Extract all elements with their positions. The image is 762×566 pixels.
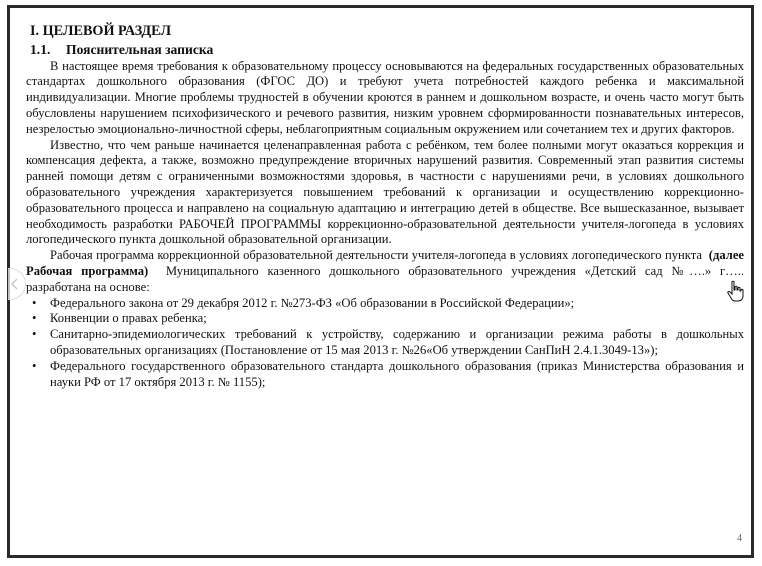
- basis-list: [26, 296, 744, 391]
- page-number: 4: [737, 533, 742, 544]
- paragraph-1: В настоящее время требования к образовательному процессу основываются на федеральных государственных образовательных стандартах дошкольного образования (ФГОС ДО) и требуют учета потребностей каждого ребенка и максимальной индивидуализации. Многие проблемы трудностей в обучении кроются в раннем и дошкольном возрасте, и очень часто могут быть обусловлены нарушением психофизического и речевого развития, низким уровнем сформированности познавательных интересов, незрелостью эмоционально-личностной сферы, неблагоприятным социальным окружением или сочетанием тех и других факторов.: [26, 58, 744, 136]
- subsection-title: Пояснительная записка: [66, 41, 214, 57]
- list-item: [32, 327, 744, 359]
- previous-page-button[interactable]: [8, 268, 26, 300]
- bullet-icon: •: [32, 327, 37, 342]
- bullet-icon: •: [32, 358, 37, 373]
- subsection-heading: [30, 42, 744, 58]
- subsection-number: 1.1.: [30, 41, 51, 57]
- list-item-text: Федерального закона от 29 декабря 2012 г. №273-ФЗ «Об образовании в Российской Федерации»;: [50, 295, 575, 310]
- list-item: [32, 295, 744, 312]
- bullet-icon: •: [32, 311, 37, 326]
- hand-cursor-icon: [726, 280, 744, 302]
- program-text-bold: (далее Рабочая программа): [26, 248, 745, 278]
- program-text-after: Муниципального казенного дошкольного образовательного учреждения «Детский сад №….» г….. разработана на основе:: [26, 263, 745, 294]
- document-page: [26, 24, 744, 390]
- bullet-icon: •: [32, 295, 37, 310]
- list-item-text: Конвенции о правах ребенка;: [50, 311, 207, 326]
- list-item: [32, 358, 744, 391]
- list-item-text: Федерального государственного образовательного стандарта дошкольного образования (приказ Министерства образования и науки РФ от 17 октября 2013 г. № 1155);: [50, 358, 744, 389]
- section-heading: I. ЦЕЛЕВОЙ РАЗДЕЛ: [30, 23, 172, 39]
- list-item-text: Санитарно-эпидемиологических требований к устройству, содержанию и организации режима работы в дошкольных образовательных организациях (Постановление от 15 мая 2013 г. №26«Об утверждении СанПиН 2.4.1.3049-13»);: [50, 327, 744, 357]
- chevron-left-icon: [8, 269, 24, 299]
- list-item: [32, 311, 744, 327]
- paragraph-2: Известно, что чем раньше начинается целенаправленная работа с ребёнком, тем более полными могут оказаться коррекция и компенсация дефекта, а также, возможно предупреждение вторичных нарушений развития. Современный этап развития системы ранней помощи детям с ограниченными возможностями здоровья, в частности с нарушениями речи, в условиях дошкольного образовательного учреждения характеризуется повышением требований к организации и осуществлению коррекционно-образовательного процесса и направлено на социальную адаптацию и интеграцию детей в обществе. Все вышесказанное, вызывает необходимость разработки РАБОЧЕЙ ПРОГРАММЫ коррекционно-образовательной деятельности учителя-логопеда в условиях логопедического пункта дошкольной образовательной организации.: [26, 137, 744, 247]
- program-paragraph: [26, 248, 744, 295]
- program-text-before: Рабочая программа коррекционной образовательной деятельности учителя-логопеда в условиях логопедического пункта: [50, 248, 702, 263]
